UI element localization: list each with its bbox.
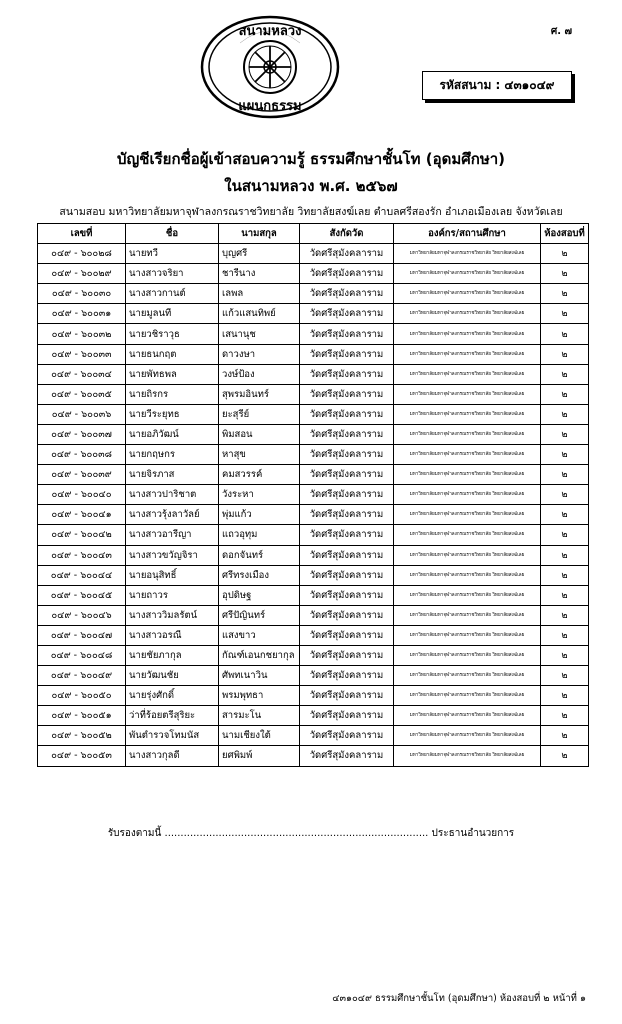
candidate-firstname: นางสาวอรณี: [126, 625, 219, 645]
candidate-temple: วัดศรีสุมังคลาราม: [300, 605, 394, 625]
signature-dots: ...................................................................................: [164, 828, 429, 839]
candidate-temple: วัดศรีสุมังคลาราม: [300, 686, 394, 706]
candidate-temple: วัดศรีสุมังคลาราม: [300, 364, 394, 384]
candidate-temple: วัดศรีสุมังคลาราม: [300, 545, 394, 565]
candidate-temple: วัดศรีสุมังคลาราม: [300, 485, 394, 505]
candidate-surname: พรมพุทธา: [219, 686, 300, 706]
candidate-temple: วัดศรีสุมังคลาราม: [300, 424, 394, 444]
candidate-organization: มหาวิทยาลัยมหาจุฬาลงกรณราชวิทยาลัย วิทยาลัยสงฆ์เลย: [394, 525, 541, 545]
candidate-organization: มหาวิทยาลัยมหาจุฬาลงกรณราชวิทยาลัย วิทยาลัยสงฆ์เลย: [394, 605, 541, 625]
candidate-firstname: นายชัยภากุล: [126, 645, 219, 665]
document-subtitle: ในสนามหลวง พ.ศ. ๒๕๖๗: [224, 177, 398, 195]
table-row: [38, 686, 589, 706]
candidate-surname: ยศพิมพ์: [219, 746, 300, 766]
candidate-firstname: นางสาวปาริชาต: [126, 485, 219, 505]
table-row: [38, 364, 589, 384]
table-row: [38, 565, 589, 585]
candidate-room: ๒: [541, 284, 589, 304]
candidate-room: ๒: [541, 324, 589, 344]
candidate-number: ๐๔๙ - ๖๐๐๔๕: [38, 585, 126, 605]
candidate-room: ๒: [541, 505, 589, 525]
candidate-room: ๒: [541, 344, 589, 364]
table-body: [38, 244, 589, 766]
candidate-room: ๒: [541, 585, 589, 605]
candidate-organization: มหาวิทยาลัยมหาจุฬาลงกรณราชวิทยาลัย วิทยาลัยสงฆ์เลย: [394, 545, 541, 565]
candidate-temple: วัดศรีสุมังคลาราม: [300, 244, 394, 264]
candidate-number: ๐๔๙ - ๖๐๐๔๙: [38, 666, 126, 686]
candidate-number: ๐๔๙ - ๖๐๐๔๘: [38, 645, 126, 665]
candidate-organization: มหาวิทยาลัยมหาจุฬาลงกรณราชวิทยาลัย วิทยาลัยสงฆ์เลย: [394, 585, 541, 605]
candidate-room: ๒: [541, 525, 589, 545]
candidate-room: ๒: [541, 605, 589, 625]
candidate-number: ๐๔๙ - ๖๐๐๓๑: [38, 304, 126, 324]
candidate-firstname: นายวัฒนชัย: [126, 666, 219, 686]
candidate-room: ๒: [541, 565, 589, 585]
candidate-number: ๐๔๙ - ๖๐๐๓๐: [38, 284, 126, 304]
column-header-surname: นามสกุล: [219, 224, 300, 244]
table-row: [38, 324, 589, 344]
table-row: [38, 264, 589, 284]
candidate-number: ๐๔๙ - ๖๐๐๕๓: [38, 746, 126, 766]
candidate-temple: วัดศรีสุมังคลาราม: [300, 445, 394, 465]
candidate-room: ๒: [541, 364, 589, 384]
exam-venue: สนามสอบ มหาวิทยาลัยมหาจุฬาลงกรณราชวิทยาลัย วิทยาลัยสงฆ์เลย ตำบลศรีสองรัก อำเภอเมืองเลย จังหวัดเลย: [59, 206, 563, 218]
candidate-room: ๒: [541, 304, 589, 324]
candidate-surname: ศัพทเนาวิน: [219, 666, 300, 686]
candidate-surname: อุปดิษฐ: [219, 585, 300, 605]
page-footer: ๔๓๑๐๔๙ ธรรมศึกษาชั้นโท (อุดมศึกษา) ห้องสอบที่ ๒ หน้าที่ ๑: [332, 993, 586, 1004]
candidate-room: ๒: [541, 645, 589, 665]
table-row: [38, 545, 589, 565]
candidate-number: ๐๔๙ - ๖๐๐๓๔: [38, 364, 126, 384]
table-row: [38, 585, 589, 605]
candidate-organization: มหาวิทยาลัยมหาจุฬาลงกรณราชวิทยาลัย วิทยาลัยสงฆ์เลย: [394, 686, 541, 706]
candidate-organization: มหาวิทยาลัยมหาจุฬาลงกรณราชวิทยาลัย วิทยาลัยสงฆ์เลย: [394, 726, 541, 746]
table-row: [38, 465, 589, 485]
candidate-surname: กัณฑ์เอนกชยากุล: [219, 645, 300, 665]
candidate-surname: ชารีนาง: [219, 264, 300, 284]
column-header-organization: องค์กร/สถานศึกษา: [394, 224, 541, 244]
candidate-surname: ศรีปัญินทร์: [219, 605, 300, 625]
candidate-firstname: นางสาวขวัญจิรา: [126, 545, 219, 565]
candidate-room: ๒: [541, 404, 589, 424]
table-row: [38, 726, 589, 746]
candidate-number: ๐๔๙ - ๖๐๐๔๑: [38, 505, 126, 525]
candidate-surname: นามเชียงใต้: [219, 726, 300, 746]
table-row: [38, 746, 589, 766]
candidate-organization: มหาวิทยาลัยมหาจุฬาลงกรณราชวิทยาลัย วิทยาลัยสงฆ์เลย: [394, 264, 541, 284]
candidate-number: ๐๔๙ - ๖๐๐๔๗: [38, 625, 126, 645]
candidate-number: ๐๔๙ - ๖๐๐๓๓: [38, 344, 126, 364]
candidate-organization: มหาวิทยาลัยมหาจุฬาลงกรณราชวิทยาลัย วิทยาลัยสงฆ์เลย: [394, 364, 541, 384]
candidate-organization: มหาวิทยาลัยมหาจุฬาลงกรณราชวิทยาลัย วิทยาลัยสงฆ์เลย: [394, 645, 541, 665]
candidate-temple: วัดศรีสุมังคลาราม: [300, 585, 394, 605]
table-row: [38, 424, 589, 444]
candidate-firstname: นายอภิวัฒน์: [126, 424, 219, 444]
table-row: [38, 344, 589, 364]
candidate-firstname: ว่าที่ร้อยตรีสุริยะ: [126, 706, 219, 726]
candidate-temple: วัดศรีสุมังคลาราม: [300, 645, 394, 665]
column-header-number: เลขที่: [38, 224, 126, 244]
table-row: [38, 525, 589, 545]
candidate-firstname: นางสาววิมลรัตน์: [126, 605, 219, 625]
candidate-number: ๐๔๙ - ๖๐๐๓๒: [38, 324, 126, 344]
candidate-surname: คมสวรรค์: [219, 465, 300, 485]
candidate-firstname: พันตำรวจโทมนัส: [126, 726, 219, 746]
candidate-firstname: นายถาวร: [126, 585, 219, 605]
candidate-firstname: นายกฤษกร: [126, 445, 219, 465]
table-row: [38, 505, 589, 525]
candidate-room: ๒: [541, 625, 589, 645]
candidate-surname: พิมสอน: [219, 424, 300, 444]
candidate-firstname: นางสาวกานต์: [126, 284, 219, 304]
candidate-temple: วัดศรีสุมังคลาราม: [300, 344, 394, 364]
candidate-organization: มหาวิทยาลัยมหาจุฬาลงกรณราชวิทยาลัย วิทยาลัยสงฆ์เลย: [394, 304, 541, 324]
candidate-temple: วัดศรีสุมังคลาราม: [300, 706, 394, 726]
candidate-surname: ดอกจันทร์: [219, 545, 300, 565]
candidate-number: ๐๔๙ - ๖๐๐๓๕: [38, 384, 126, 404]
candidate-temple: วัดศรีสุมังคลาราม: [300, 465, 394, 485]
candidate-number: ๐๔๙ - ๖๐๐๓๘: [38, 445, 126, 465]
candidate-room: ๒: [541, 264, 589, 284]
column-header-firstname: ชื่อ: [126, 224, 219, 244]
candidate-temple: วัดศรีสุมังคลาราม: [300, 746, 394, 766]
candidate-temple: วัดศรีสุมังคลาราม: [300, 565, 394, 585]
candidate-surname: ศรีทรงเมือง: [219, 565, 300, 585]
candidate-number: ๐๔๙ - ๖๐๐๕๑: [38, 706, 126, 726]
table-row: [38, 605, 589, 625]
venue-code-value: ๔๓๑๐๔๙: [504, 78, 555, 92]
candidate-room: ๒: [541, 465, 589, 485]
table-row: [38, 625, 589, 645]
candidate-number: ๐๔๙ - ๖๐๐๒๘: [38, 244, 126, 264]
candidate-firstname: นายมูลนที: [126, 304, 219, 324]
candidate-organization: มหาวิทยาลัยมหาจุฬาลงกรณราชวิทยาลัย วิทยาลัยสงฆ์เลย: [394, 324, 541, 344]
table-row: [38, 645, 589, 665]
candidate-room: ๒: [541, 706, 589, 726]
candidate-firstname: นางสาวกุลดี: [126, 746, 219, 766]
candidate-room: ๒: [541, 545, 589, 565]
candidate-temple: วัดศรีสุมังคลาราม: [300, 304, 394, 324]
candidate-firstname: นางสาวรุ้งลาวัลย์: [126, 505, 219, 525]
candidate-organization: มหาวิทยาลัยมหาจุฬาลงกรณราชวิทยาลัย วิทยาลัยสงฆ์เลย: [394, 445, 541, 465]
candidate-organization: มหาวิทยาลัยมหาจุฬาลงกรณราชวิทยาลัย วิทยาลัยสงฆ์เลย: [394, 746, 541, 766]
table-row: [38, 284, 589, 304]
document-title: บัญชีเรียกชื่อผู้เข้าสอบความรู้ ธรรมศึกษาชั้นโท (อุดมศึกษา): [117, 150, 505, 168]
candidate-temple: วัดศรีสุมังคลาราม: [300, 404, 394, 424]
candidate-number: ๐๔๙ - ๖๐๐๕๒: [38, 726, 126, 746]
candidate-temple: วัดศรีสุมังคลาราม: [300, 726, 394, 746]
candidate-room: ๒: [541, 686, 589, 706]
candidate-firstname: นายพัทธพล: [126, 364, 219, 384]
candidate-surname: เสนานุช: [219, 324, 300, 344]
candidate-number: ๐๔๙ - ๖๐๐๓๖: [38, 404, 126, 424]
venue-code-box: [422, 71, 572, 100]
column-header-temple: สังกัดวัด: [300, 224, 394, 244]
venue-code-label: รหัสสนาม :: [439, 78, 501, 92]
candidate-firstname: นางสาวจริยา: [126, 264, 219, 284]
candidate-firstname: นายทวี: [126, 244, 219, 264]
form-code: ศ. ๗: [550, 26, 572, 37]
candidate-temple: วัดศรีสุมังคลาราม: [300, 284, 394, 304]
certification-suffix: ประธานอำนวยการ: [431, 828, 515, 839]
candidate-firstname: นายอนุสิทธิ์: [126, 565, 219, 585]
candidate-organization: มหาวิทยาลัยมหาจุฬาลงกรณราชวิทยาลัย วิทยาลัยสงฆ์เลย: [394, 404, 541, 424]
candidate-organization: มหาวิทยาลัยมหาจุฬาลงกรณราชวิทยาลัย วิทยาลัยสงฆ์เลย: [394, 244, 541, 264]
candidate-firstname: นางสาวอารีญา: [126, 525, 219, 545]
svg-text:สนามหลวง: สนามหลวง: [238, 24, 302, 39]
candidate-number: ๐๔๙ - ๖๐๐๕๐: [38, 686, 126, 706]
candidate-temple: วัดศรีสุมังคลาราม: [300, 264, 394, 284]
certification-line: [0, 826, 622, 841]
candidate-room: ๒: [541, 424, 589, 444]
candidate-roster-table: [37, 223, 589, 767]
table-row: [38, 666, 589, 686]
candidate-number: ๐๔๙ - ๖๐๐๔๒: [38, 525, 126, 545]
candidate-surname: สุพรมอินทร์: [219, 384, 300, 404]
candidate-room: ๒: [541, 384, 589, 404]
candidate-number: ๐๔๙ - ๖๐๐๓๙: [38, 465, 126, 485]
table-row: [38, 706, 589, 726]
candidate-surname: บุญศรี: [219, 244, 300, 264]
candidate-organization: มหาวิทยาลัยมหาจุฬาลงกรณราชวิทยาลัย วิทยาลัยสงฆ์เลย: [394, 424, 541, 444]
candidate-organization: มหาวิทยาลัยมหาจุฬาลงกรณราชวิทยาลัย วิทยาลัยสงฆ์เลย: [394, 284, 541, 304]
candidate-organization: มหาวิทยาลัยมหาจุฬาลงกรณราชวิทยาลัย วิทยาลัยสงฆ์เลย: [394, 344, 541, 364]
candidate-surname: ยะสุรีย์: [219, 404, 300, 424]
candidate-temple: วัดศรีสุมังคลาราม: [300, 525, 394, 545]
candidate-firstname: นายรุ่งศักดิ์: [126, 686, 219, 706]
candidate-surname: ดาวงษา: [219, 344, 300, 364]
candidate-surname: แสงขาว: [219, 625, 300, 645]
candidate-organization: มหาวิทยาลัยมหาจุฬาลงกรณราชวิทยาลัย วิทยาลัยสงฆ์เลย: [394, 625, 541, 645]
candidate-firstname: นายถิรกร: [126, 384, 219, 404]
candidate-room: ๒: [541, 244, 589, 264]
candidate-organization: มหาวิทยาลัยมหาจุฬาลงกรณราชวิทยาลัย วิทยาลัยสงฆ์เลย: [394, 666, 541, 686]
candidate-surname: แถวอุทุม: [219, 525, 300, 545]
table-row: [38, 404, 589, 424]
candidate-surname: เลพล: [219, 284, 300, 304]
candidate-room: ๒: [541, 485, 589, 505]
candidate-temple: วัดศรีสุมังคลาราม: [300, 505, 394, 525]
table-header-row: [38, 224, 589, 244]
candidate-number: ๐๔๙ - ๖๐๐๔๐: [38, 485, 126, 505]
candidate-firstname: นายวีระยุทธ: [126, 404, 219, 424]
candidate-surname: วังระหา: [219, 485, 300, 505]
candidate-number: ๐๔๙ - ๖๐๐๔๖: [38, 605, 126, 625]
table-row: [38, 244, 589, 264]
table-row: [38, 384, 589, 404]
candidate-organization: มหาวิทยาลัยมหาจุฬาลงกรณราชวิทยาลัย วิทยาลัยสงฆ์เลย: [394, 384, 541, 404]
table-row: [38, 304, 589, 324]
candidate-surname: สารมะโน: [219, 706, 300, 726]
candidate-number: ๐๔๙ - ๖๐๐๓๗: [38, 424, 126, 444]
candidate-room: ๒: [541, 726, 589, 746]
candidate-firstname: นายวชิราวุธ: [126, 324, 219, 344]
certification-prefix: รับรองตามนี้: [107, 828, 162, 839]
candidate-surname: วงษ์ป้อง: [219, 364, 300, 384]
candidate-number: ๐๔๙ - ๖๐๐๔๓: [38, 545, 126, 565]
column-header-room: ห้องสอบที่: [541, 224, 589, 244]
candidate-number: ๐๔๙ - ๖๐๐๔๔: [38, 565, 126, 585]
table-row: [38, 445, 589, 465]
candidate-organization: มหาวิทยาลัยมหาจุฬาลงกรณราชวิทยาลัย วิทยาลัยสงฆ์เลย: [394, 485, 541, 505]
candidate-temple: วัดศรีสุมังคลาราม: [300, 625, 394, 645]
candidate-surname: แก้วแสนทิพย์: [219, 304, 300, 324]
candidate-organization: มหาวิทยาลัยมหาจุฬาลงกรณราชวิทยาลัย วิทยาลัยสงฆ์เลย: [394, 706, 541, 726]
candidate-organization: มหาวิทยาลัยมหาจุฬาลงกรณราชวิทยาลัย วิทยาลัยสงฆ์เลย: [394, 505, 541, 525]
candidate-temple: วัดศรีสุมังคลาราม: [300, 384, 394, 404]
candidate-organization: มหาวิทยาลัยมหาจุฬาลงกรณราชวิทยาลัย วิทยาลัยสงฆ์เลย: [394, 465, 541, 485]
candidate-room: ๒: [541, 666, 589, 686]
candidate-temple: วัดศรีสุมังคลาราม: [300, 324, 394, 344]
candidate-surname: พุ่มแก้ว: [219, 505, 300, 525]
svg-text:แผนกธรรม: แผนกธรรม: [238, 99, 302, 114]
exam-board-seal-logo: [200, 15, 340, 119]
candidate-firstname: นายธนกฤต: [126, 344, 219, 364]
candidate-room: ๒: [541, 746, 589, 766]
candidate-temple: วัดศรีสุมังคลาราม: [300, 666, 394, 686]
candidate-number: ๐๔๙ - ๖๐๐๒๙: [38, 264, 126, 284]
candidate-organization: มหาวิทยาลัยมหาจุฬาลงกรณราชวิทยาลัย วิทยาลัยสงฆ์เลย: [394, 565, 541, 585]
candidate-surname: หาสุข: [219, 445, 300, 465]
candidate-firstname: นายจิรภาส: [126, 465, 219, 485]
table-row: [38, 485, 589, 505]
candidate-room: ๒: [541, 445, 589, 465]
